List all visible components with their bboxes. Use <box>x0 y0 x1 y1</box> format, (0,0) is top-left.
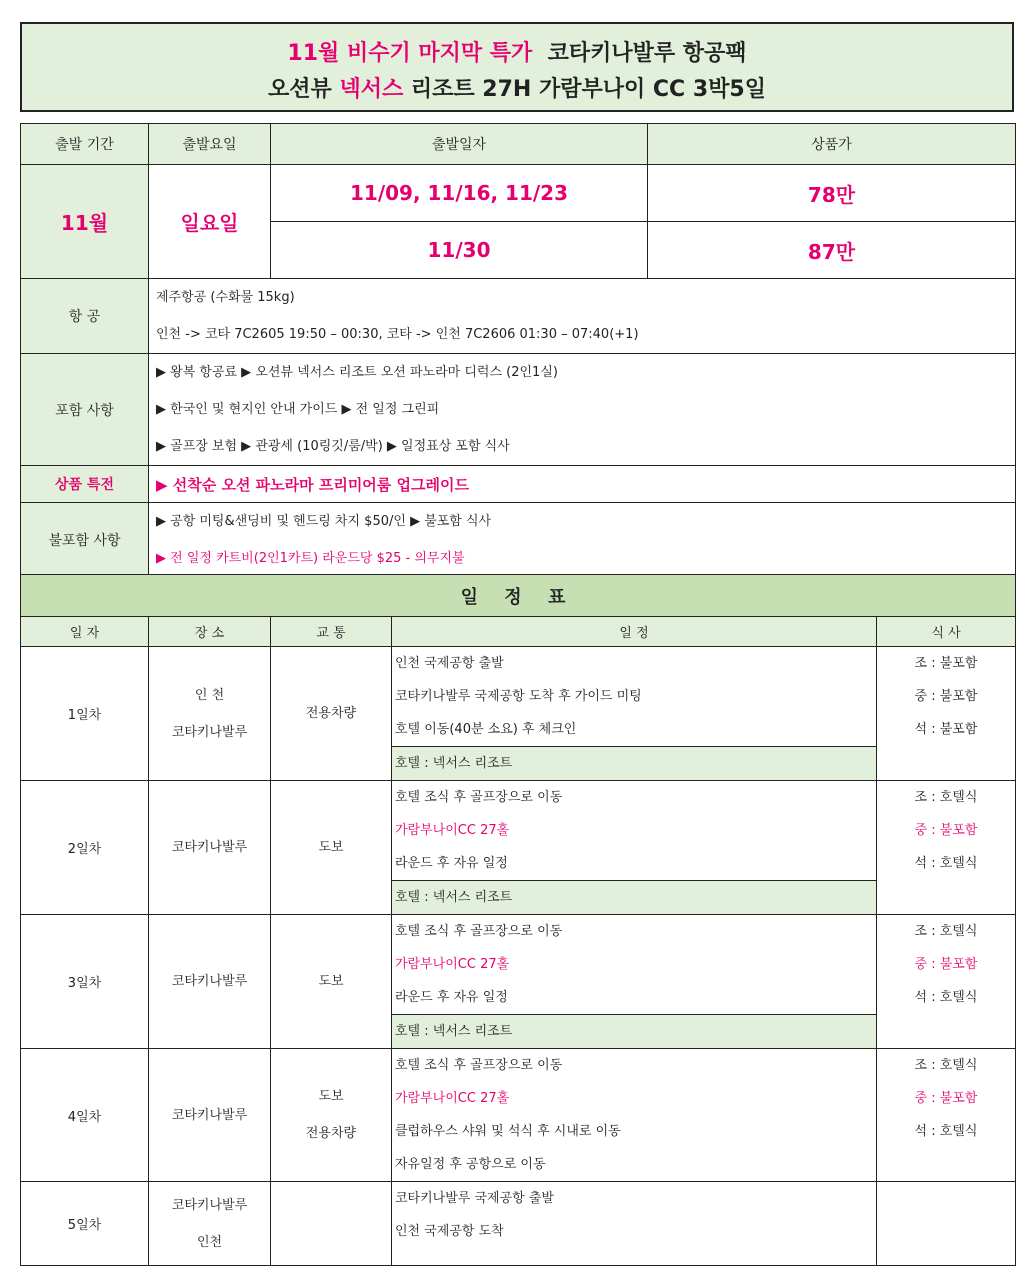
itinerary-item: 자유일정 후 공항으로 이동 <box>395 1157 546 1172</box>
price-2: 87만 <box>648 222 1016 279</box>
schedule-itinerary <box>392 915 877 1049</box>
transport-mode: 도보 <box>318 974 344 989</box>
exclude-line: ▶ 공항 미팅&샌딩비 및 헨드링 차지 $50/인 ▶ 불포함 식사 <box>156 514 492 529</box>
schedule-row <box>21 915 1016 1049</box>
schedule-place <box>149 647 271 781</box>
place-name: 코타키나발루 <box>171 1197 248 1213</box>
schedule-day: 3일차 <box>21 915 149 1049</box>
exclude-line-cart: ▶ 전 일정 카트비(2인1카트) 라운드당 $25 - 의무지불 <box>156 551 465 566</box>
schedule-header-day: 일 자 <box>21 617 149 647</box>
schedule-table <box>20 574 1016 1266</box>
schedule-row <box>21 781 1016 915</box>
itinerary-item: 가람부나이CC 27홀 <box>395 1091 510 1106</box>
flight-airline: 제주항공 (수화물 15kg) <box>156 290 295 305</box>
title-highlight: 11월 비수기 마지막 특가 <box>287 41 533 66</box>
itinerary-item: 코타키나발루 국제공항 출발 <box>395 1191 554 1206</box>
schedule-itinerary <box>392 1049 877 1182</box>
place-name: 코타키나발루 <box>171 1107 248 1123</box>
schedule-day: 2일차 <box>21 781 149 915</box>
header-price: 상품가 <box>648 124 1016 165</box>
itinerary-item: 호텔 조식 후 골프장으로 이동 <box>395 1058 563 1073</box>
meal-item: 석 : 호텔식 <box>914 990 978 1005</box>
transport-mode: 도보 <box>318 840 344 855</box>
schedule-transport <box>271 1182 392 1266</box>
benefit-info: ▶ 선착순 오션 파노라마 프리미어룸 업그레이드 <box>149 466 1016 503</box>
schedule-transport <box>271 1049 392 1182</box>
schedule-place <box>149 781 271 915</box>
place-name: 코타키나발루 <box>171 724 248 740</box>
hotel-info: 호텔 : 넥서스 리조트 <box>392 746 876 780</box>
schedule-header-transport: 교 통 <box>271 617 392 647</box>
meal-item: 석 : 불포함 <box>914 722 978 737</box>
schedule-place <box>149 1182 271 1266</box>
meal-item: 중 : 불포함 <box>914 823 978 838</box>
meal-item: 중 : 불포함 <box>914 957 978 972</box>
schedule-meals <box>877 1182 1016 1266</box>
flight-schedule: 인천 -> 코타 7C2605 19:50 – 00:30, 코타 -> 인천 7C2606 01:30 – 07:40(+1) <box>156 327 639 342</box>
exclude-info <box>149 503 1016 578</box>
price-info-table <box>20 123 1016 578</box>
header-period: 출발 기간 <box>21 124 149 165</box>
flight-label: 항 공 <box>21 279 149 354</box>
hotel-info: 호텔 : 넥서스 리조트 <box>392 880 876 914</box>
schedule-transport <box>271 781 392 915</box>
departure-dates-1: 11/09, 11/16, 11/23 <box>271 165 648 222</box>
itinerary-item: 라운드 후 자유 일정 <box>395 856 508 871</box>
title-package: 코타키나발루 항공팩 <box>547 41 747 66</box>
benefit-label: 상품 특전 <box>21 466 149 503</box>
schedule-transport <box>271 915 392 1049</box>
schedule-transport <box>271 647 392 781</box>
transport-mode: 전용차량 <box>305 706 357 721</box>
include-line: ▶ 왕복 항공료 ▶ 오션뷰 넥서스 리조트 오션 파노라마 디럭스 (2인1실) <box>156 365 558 380</box>
itinerary-item: 코타키나발루 국제공항 도착 후 가이드 미팅 <box>395 689 642 704</box>
place-name: 인 천 <box>194 687 225 703</box>
place-name: 인천 <box>196 1234 223 1250</box>
schedule-place <box>149 1049 271 1182</box>
departure-weekday: 일요일 <box>149 165 271 279</box>
schedule-header-place: 장 소 <box>149 617 271 647</box>
header-dates: 출발일자 <box>271 124 648 165</box>
departure-dates-2: 11/30 <box>271 222 648 279</box>
schedule-day: 5일차 <box>21 1182 149 1266</box>
include-label: 포함 사항 <box>21 354 149 466</box>
place-name: 코타키나발루 <box>171 974 248 989</box>
itinerary-item: 라운드 후 자유 일정 <box>395 990 508 1005</box>
itinerary-item: 클럽하우스 샤워 및 석식 후 시내로 이동 <box>395 1124 621 1139</box>
schedule-header-itinerary: 일 정 <box>392 617 877 647</box>
meal-item: 조 : 호텔식 <box>914 790 978 805</box>
schedule-meals <box>877 647 1016 781</box>
include-line: ▶ 골프장 보험 ▶ 관광세 (10링깃/룸/박) ▶ 일정표상 포함 식사 <box>156 439 510 454</box>
header-weekday: 출발요일 <box>149 124 271 165</box>
title-nexus: 넥서스 <box>339 77 404 102</box>
meal-item: 석 : 호텔식 <box>914 1124 978 1139</box>
meal-item: 중 : 불포함 <box>914 689 978 704</box>
meal-item: 석 : 호텔식 <box>914 856 978 871</box>
title-resort: 리조트 27H 가람부나이 CC 3박5일 <box>410 77 766 102</box>
place-name: 코타키나발루 <box>171 840 248 855</box>
itinerary-item: 가람부나이CC 27홀 <box>395 823 510 838</box>
itinerary-item: 인천 국제공항 출발 <box>395 656 504 671</box>
schedule-itinerary <box>392 781 877 915</box>
include-line: ▶ 한국인 및 현지인 안내 가이드 ▶ 전 일정 그린피 <box>156 402 440 417</box>
schedule-itinerary <box>392 1182 877 1266</box>
schedule-place <box>149 915 271 1049</box>
meal-item: 중 : 불포함 <box>914 1091 978 1106</box>
title-oceanview: 오션뷰 <box>268 77 332 102</box>
schedule-row <box>21 647 1016 781</box>
schedule-day: 1일차 <box>21 647 149 781</box>
flight-info <box>149 279 1016 354</box>
meal-item: 조 : 호텔식 <box>914 1058 978 1073</box>
title-banner <box>20 22 1014 112</box>
itinerary-item: 가람부나이CC 27홀 <box>395 957 510 972</box>
include-info <box>149 354 1016 466</box>
transport-mode: 도보 <box>318 1089 344 1104</box>
schedule-itinerary <box>392 647 877 781</box>
schedule-day: 4일차 <box>21 1049 149 1182</box>
schedule-meals <box>877 781 1016 915</box>
price-1: 78만 <box>648 165 1016 222</box>
hotel-info: 호텔 : 넥서스 리조트 <box>392 1014 876 1048</box>
schedule-title: 일 정 표 <box>21 575 1016 617</box>
exclude-label: 불포함 사항 <box>21 503 149 578</box>
itinerary-item: 호텔 조식 후 골프장으로 이동 <box>395 790 563 805</box>
title-line-2 <box>22 72 1012 103</box>
transport-mode: 전용차량 <box>305 1126 357 1141</box>
meal-item: 조 : 호텔식 <box>914 924 978 939</box>
departure-period: 11월 <box>21 165 149 279</box>
itinerary-item: 인천 국제공항 도착 <box>395 1224 504 1239</box>
schedule-meals <box>877 915 1016 1049</box>
schedule-row <box>21 1182 1016 1266</box>
itinerary-item: 호텔 이동(40분 소요) 후 체크인 <box>395 722 577 737</box>
schedule-header-meals: 식 사 <box>877 617 1016 647</box>
schedule-row <box>21 1049 1016 1182</box>
meal-item: 조 : 불포함 <box>914 656 978 671</box>
schedule-meals <box>877 1049 1016 1182</box>
itinerary-item: 호텔 조식 후 골프장으로 이동 <box>395 924 563 939</box>
title-line-1 <box>22 36 1012 67</box>
